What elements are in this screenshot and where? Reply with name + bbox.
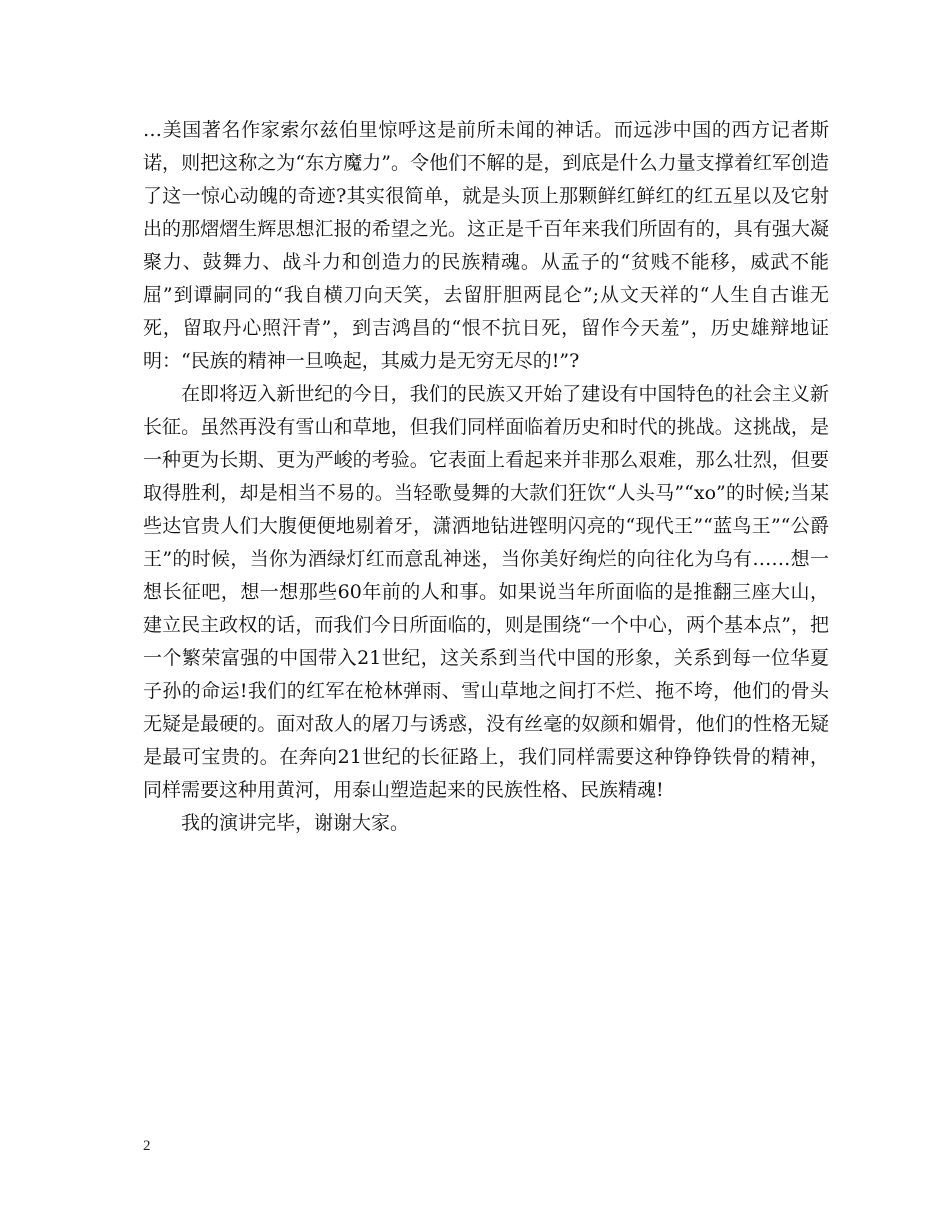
- page-number: 2: [143, 1138, 151, 1154]
- paragraph-3: 我的演讲完毕，谢谢大家。: [181, 812, 410, 834]
- paragraph-1: …美国著名作家索尔兹伯里惊呼这是前所未闻的神话。而远涉中国的西方记者斯诺，则把这称之为“东方魔力”。令他们不解的是，到底是什么力量支撑着红军创造了这一惊心动魄的奇迹?其实很简单，就是头顶上那颗鲜红鲜红的红五星以及它射出的那熠熠生辉思想汇报的希望之光。这正是千百年来我们所固有的，具有强大凝聚力、鼓舞力、战斗力和创造力的民族精魂。从孟子的“贫贱不能移，威武不能屈”到谭嗣同的“我自横刀向天笑，去留肝胆两昆仑”;从文天祥的“人生自古谁无死，留取丹心照汗青”，到吉鸿昌的“恨不抗日死，留作今天羞”，历史雄辩地证明：“民族的精神一旦唤起，其威力是无穷无尽的!”?: [143, 119, 829, 372]
- paragraph-2: 在即将迈入新世纪的今日，我们的民族又开始了建设有中国特色的社会主义新长征。虽然再没有雪山和草地，但我们同样面临着历史和时代的挑战。这挑战，是一种更为长期、更为严峻的考验。它表面上看起来并非那么艰难，那么壮烈，但要取得胜利，却是相当不易的。当轻歌曼舞的大款们狂饮“人头马”“xo”的时候;当某些达官贵人们大腹便便地剔着牙，潇洒地钻进铿明闪亮的“现代王”“蓝鸟王”“公爵王”的时候，当你为酒绿灯红而意乱神迷，当你美好绚烂的向往化为乌有……想一想长征吧，想一想那些60年前的人和事。如果说当年所面临的是推翻三座大山，建立民主政权的话，而我们今日所面临的，则是围绕“一个中心，两个基本点”，把一个繁荣富强的中国带入21世纪，这关系到当代中国的形象，关系到每一位华夏子孙的命运!我们的红军在枪林弹雨、雪山草地之间打不烂、拖不垮，他们的骨头无疑是最硬的。面对敌人的屠刀与诱惑，没有丝毫的奴颜和媚骨，他们的性格无疑是最可宝贵的。在奔向21世纪的长征路上，我们同样需要这种铮铮铁骨的精神，同样需要这种用黄河，用泰山塑造起来的民族性格、民族精魂!: [143, 383, 829, 801]
- document-body: [143, 114, 829, 840]
